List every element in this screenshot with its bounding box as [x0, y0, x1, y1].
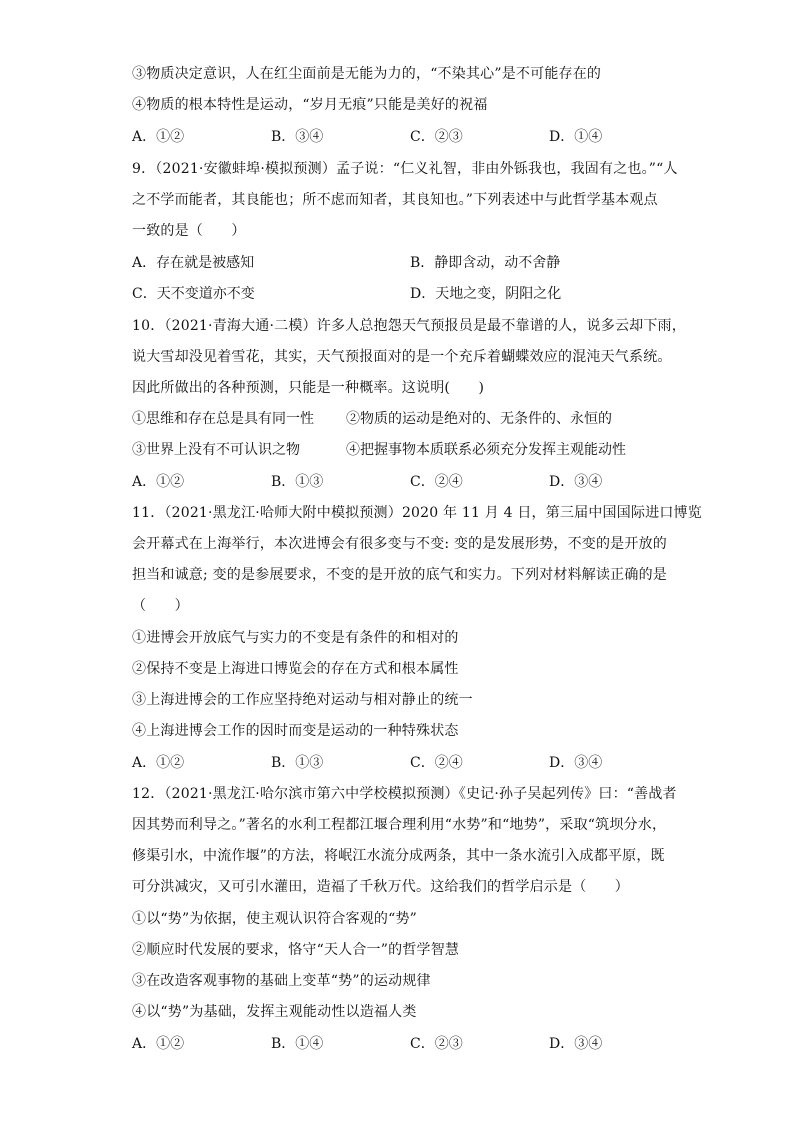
q12-option-b[interactable]: B．①④	[271, 1036, 324, 1052]
q10-stem-line-1: 10．（2021·青海大通·二模）许多人总抱怨天气预报员是最不靠谱的人，说多云却下雨，	[132, 318, 686, 334]
q11-stem-line-2: 会开幕式在上海举行，本次进博会有很多变与不变: 变的是发展形势，不变的是开放的	[132, 536, 667, 552]
q10-stem-line-2: 说大雪却没见着雪花，其实，天气预报面对的是一个充斥着蝴蝶效应的混沌天气系统。	[132, 349, 672, 365]
q9-stem-line-3: 一致的是（ ）	[132, 223, 246, 239]
q9-options-row-2	[132, 284, 672, 304]
q11-statement-1: ①进博会开放底气与实力的不变是有条件的和相对的	[132, 630, 459, 646]
q8-option-c[interactable]: C．②③	[410, 129, 463, 145]
q9-stem-line-1: 9．（2021·安徽蚌埠·模拟预测）孟子说：“仁义礼智，非由外铄我也，我固有之也。”“人	[132, 161, 678, 177]
q11-option-b[interactable]: B．①③	[271, 755, 324, 771]
q9-option-c[interactable]: C．天不变道亦不变	[132, 286, 255, 302]
q10-statement-1: ①思维和存在总是具有同一性	[132, 411, 314, 427]
q10-option-d[interactable]: D．③④	[549, 474, 603, 490]
q9-option-d[interactable]: D．天地之变，阴阳之化	[410, 286, 562, 302]
q12-option-a[interactable]: A．①②	[132, 1036, 185, 1052]
q8-option-a[interactable]: A．①②	[132, 129, 185, 145]
q11-stem-line-3: 担当和诚意; 变的是参展要求，不变的是开放的底气和实力。下列对材料解读正确的是	[132, 567, 667, 583]
q11-option-c[interactable]: C．②④	[410, 755, 463, 771]
q10-statements-row-1	[132, 409, 672, 429]
q12-statement-3: ③在改造客观事物的基础上变革“势”的运动规律	[132, 973, 431, 989]
q12-statement-1: ①以“势”为依据，使主观认识符合客观的“势”	[132, 911, 418, 927]
q10-statement-4: ④把握事物本质联系必须充分发挥主观能动性	[346, 442, 626, 458]
q10-options	[132, 472, 672, 492]
q12-option-d[interactable]: D．③④	[549, 1036, 603, 1052]
q11-stem-line-1: 11．（2021·黑龙江·哈师大附中模拟预测）2020 年 11 月 4 日，第三届中国国际进口博览	[132, 505, 702, 521]
q10-statement-2: ②物质的运动是绝对的、无条件的、永恒的	[346, 411, 612, 427]
q8-option-d[interactable]: D．①④	[549, 129, 603, 145]
q12-options	[132, 1034, 672, 1054]
q12-option-c[interactable]: C．②③	[410, 1036, 463, 1052]
q12-stem-line-4: 可分洪减灾，又可引水灌田，造福了千秋万代。这给我们的哲学启示是（ ）	[132, 879, 629, 895]
q10-option-a[interactable]: A．①②	[132, 474, 185, 490]
q11-stem-line-4: （ ）	[132, 598, 189, 614]
q10-stem-line-3: 因此所做出的各种预测，只能是一种概率。这说明( )	[132, 380, 485, 396]
q10-option-c[interactable]: C．②④	[410, 474, 463, 490]
q10-statement-3: ③世界上没有不可认识之物	[132, 442, 300, 458]
q10-statements-row-2	[132, 440, 672, 460]
q8-statement-4: ④物质的根本特性是运动，“岁月无痕”只能是美好的祝福	[132, 97, 488, 113]
q9-option-b[interactable]: B．静即含动，动不舍静	[410, 255, 561, 271]
q11-option-d[interactable]: D．③④	[549, 755, 603, 771]
q12-stem-line-3: 修渠引水，中流作堰”的方法，将岷江水流分成两条，其中一条水流引入成都平原，既	[132, 848, 665, 864]
q8-option-b[interactable]: B．③④	[271, 129, 324, 145]
q12-statement-2: ②顺应时代发展的要求，恪守“天人合一”的哲学智慧	[132, 942, 460, 958]
q9-option-a[interactable]: A．存在就是被感知	[132, 255, 255, 271]
q12-stem-line-1: 12．（2021·黑龙江·哈尔滨市第六中学校模拟预测）《史记·孙子吴起列传》曰：“善战者	[132, 786, 677, 802]
q11-options	[132, 753, 672, 773]
q12-stem-line-2: 因其势而利导之。”著名的水利工程都江堰合理利用“水势”和“地势”，采取“筑坝分水，	[132, 817, 667, 833]
q11-statement-2: ②保持不变是上海进口博览会的存在方式和根本属性	[132, 661, 459, 677]
q9-options-row-1	[132, 253, 672, 273]
q8-statement-3: ③物质决定意识，人在红尘面前是无能为力的，“不染其心”是不可能存在的	[132, 66, 602, 82]
q10-option-b[interactable]: B．①③	[271, 474, 324, 490]
q11-statement-3: ③上海进博会的工作应坚持绝对运动与相对静止的统一	[132, 692, 473, 708]
q11-option-a[interactable]: A．①②	[132, 755, 185, 771]
q8-options	[132, 127, 672, 147]
q12-statement-4: ④以“势”为基础，发挥主观能动性以造福人类	[132, 1004, 417, 1020]
q9-stem-line-2: 之不学而能者，其良能也；所不虑而知者，其良知也。”下列表述中与此哲学基本观点	[132, 192, 658, 208]
q11-statement-4: ④上海进博会工作的因时而变是运动的一种特殊状态	[132, 723, 459, 739]
